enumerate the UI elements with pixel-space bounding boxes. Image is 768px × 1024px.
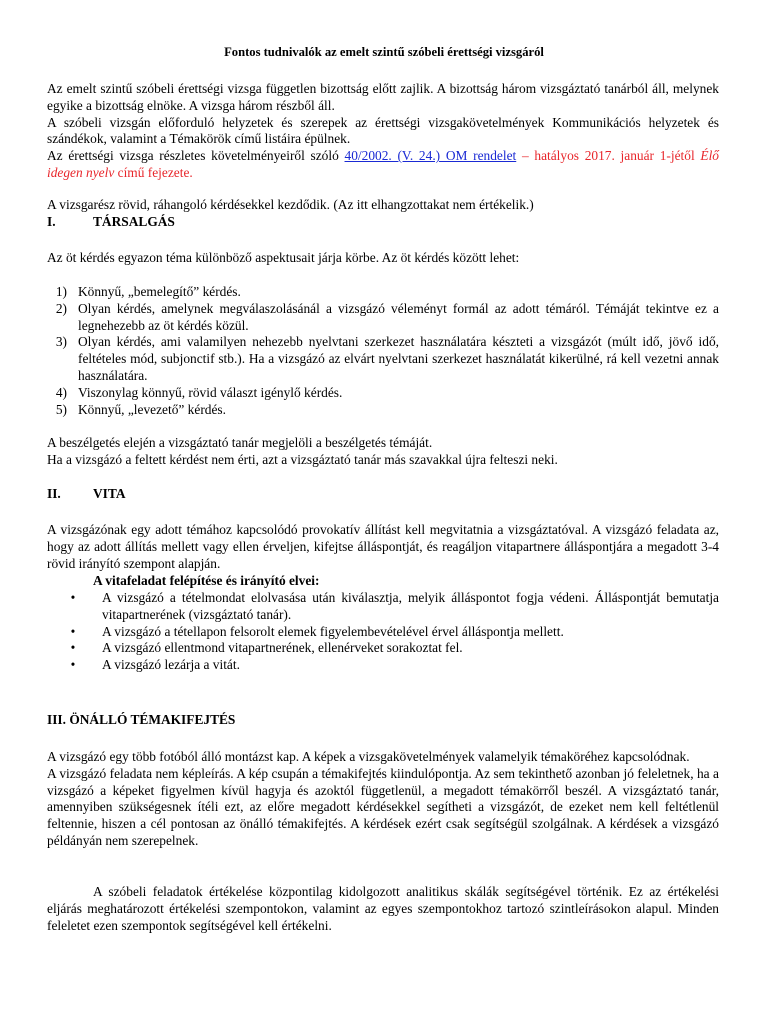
section-1-heading [47, 214, 719, 231]
repeat-question-text: Ha a vizsgázó a feltett kérdést nem érti, azt a vizsgáztató tanár más szavakkal újra felteszi neki. [47, 451, 558, 467]
intro-paragraph-3 [47, 148, 719, 182]
list-item [47, 657, 719, 674]
section-3-heading: III. ÖNÁLLÓ TÉMAKIFEJTÉS [47, 712, 236, 727]
list-item [47, 334, 719, 384]
section-3-paragraph-2: A vizsgázó feladata nem képleírás. A kép csupán a témakifejtés kiindulópontja. Az sem tekinthető azonban jó feleletnek, ha a vizsgázó a képeket figyelmen kívül hagyja és azoktól függetlenül, a megadott témakörről beszél. A vizsgáztató tanár, amennyiben szükségesnek ítéli ezt, az előre megadott kérdésekkel segítheti a vizsgázót, de ezeket nem kell feltétlenül feltennie, hiszen a cél pontosan az önálló témakifejtés. A kérdések ezért csak segítségül szolgálnak. A kérdések a vizsgázó példányán nem szerepelnek. [47, 765, 719, 848]
topic-announcement-text: A beszélgetés elején a vizsgáztató tanár megjelöli a beszélgetés témáját. [47, 435, 433, 450]
section-3-body [47, 749, 719, 850]
list-item-number: 2) [55, 300, 67, 316]
debate-bullet-list [47, 590, 719, 674]
intro-block [47, 81, 719, 182]
evaluation-paragraph: A szóbeli feladatok értékelése központilag kidolgozott analitikus skálák segítségével történik. Ez az értékelési eljárás meghatározott értékelési szempontokon, valamint az egyes szempontokhoz tartozó szintleírásokon alapul. Minden feleletet ezen szempontok segítségével kell értékelni. [47, 884, 719, 933]
section-1-lead: Az öt kérdés egyazon téma különböző aspektusait járja körbe. Az öt kérdés között lehet: [47, 250, 520, 265]
list-item [47, 402, 719, 419]
list-item-text: Könnyű, „levezető” kérdés. [78, 401, 226, 417]
list-item-text: Olyan kérdés, ami valamilyen nehezebb nyelvtani szerkezet használatára készteti a vizsgázót (múlt idő, jövő idő, feltételes mód, subjonctif stb.). Ha a vizsgázó az elvárt nyelvtani szerkezet használatát kikerülné, rá kell vezetni annak használatára. [78, 334, 719, 383]
section-1-title: TÁRSALGÁS [93, 214, 175, 229]
bullet-icon: • [70, 623, 76, 639]
chapter-name: Élő idegen nyelv [47, 148, 719, 180]
list-item-number: 3) [55, 334, 67, 350]
list-item [47, 590, 719, 624]
intro-p3-suffix: című fejezete. [114, 164, 193, 180]
warmup-note: A vizsgarész rövid, ráhangoló kérdésekkel kezdődik. (Az itt elhangzottakat nem értékelik.) [47, 197, 534, 212]
section-2-heading [47, 486, 719, 503]
list-item-number: 1) [55, 284, 67, 299]
section-3-paragraph-1: A vizsgázó egy több fotóból álló montázst kap. A képek a vizsgakövetelmények valamelyik témaköréhez kapcsolódnak. [47, 749, 690, 764]
list-item [47, 640, 719, 657]
intro-p3-prefix: Az érettségi vizsga részletes követelményeiről szóló [47, 148, 345, 164]
section-1-number: I. [47, 214, 56, 229]
list-item-number: 4) [55, 384, 67, 400]
list-item [47, 624, 719, 641]
section-2-number: II. [47, 486, 61, 501]
list-item [47, 385, 719, 402]
list-item-text: Könnyű, „bemelegítő” kérdés. [78, 284, 241, 299]
list-item [47, 301, 719, 335]
list-item-text: A vizsgázó ellentmond vitapartnerének, ellenérveket sorakoztat fel. [102, 640, 463, 656]
decree-link[interactable]: 40/2002. (V. 24.) OM rendelet [344, 148, 517, 164]
list-item-text: Olyan kérdés, amelynek megválaszolásánál a vizsgázó véleményt formál az adott témáról. Témáját tekintve ez a legnehezebb az öt kérdés közül. [78, 300, 719, 333]
intro-paragraph-2: A szóbeli vizsgán előforduló helyzetek és szerepek az érettségi vizsgakövetelmények Kommunikációs helyzetek és szándékok, valamint a Témakörök című listáira épülnek. [47, 114, 719, 147]
section-2-title: VITA [93, 486, 126, 501]
bullet-icon: • [70, 640, 76, 656]
bullet-icon: • [70, 590, 76, 605]
intro-paragraph-1: Az emelt szintű szóbeli érettségi vizsga független bizottság előtt zajlik. A bizottság három vizsgáztató tanárból áll, melynek egyike a bizottság elnöke. A vizsga három részből áll. [47, 81, 719, 113]
section-1-after [47, 435, 719, 469]
list-item-text: A vizsgázó a tételmondat elolvasása után kiválasztja, melyik álláspontot fogja védeni. Álláspontját bemutatja vitapartnerének (vizsgáztató tanár). [102, 590, 719, 622]
debate-subheading: A vitafeladat felépítése és irányító elvei: [93, 573, 320, 588]
document-title: Fontos tudnivalók az emelt szintű szóbeli érettségi vizsgáról [224, 45, 544, 59]
list-item [47, 284, 719, 301]
question-list [47, 284, 719, 418]
effective-date-text: – hatályos 2017. január 1-jétől [516, 148, 701, 164]
list-item-text: A vizsgázó a tétellapon felsorolt elemek figyelembevételével érvel álláspontja mellett. [102, 623, 564, 639]
list-item-number: 5) [55, 401, 67, 417]
list-item-text: A vizsgázó lezárja a vitát. [102, 657, 240, 673]
bullet-icon: • [70, 657, 76, 673]
list-item-text: Viszonylag könnyű, rövid választ igénylő kérdés. [78, 384, 343, 400]
section-2-paragraph: A vizsgázónak egy adott témához kapcsolódó provokatív állítást kell megvitatnia a vizsgáztatóval. A vizsgázó feladata az, hogy az adott állítás mellett vagy ellen érveljen, kifejtse álláspontját, és reagáljon vitapartnere álláspontjára a megadott 3-4 rövid irányító szempont alapján. [47, 522, 719, 571]
